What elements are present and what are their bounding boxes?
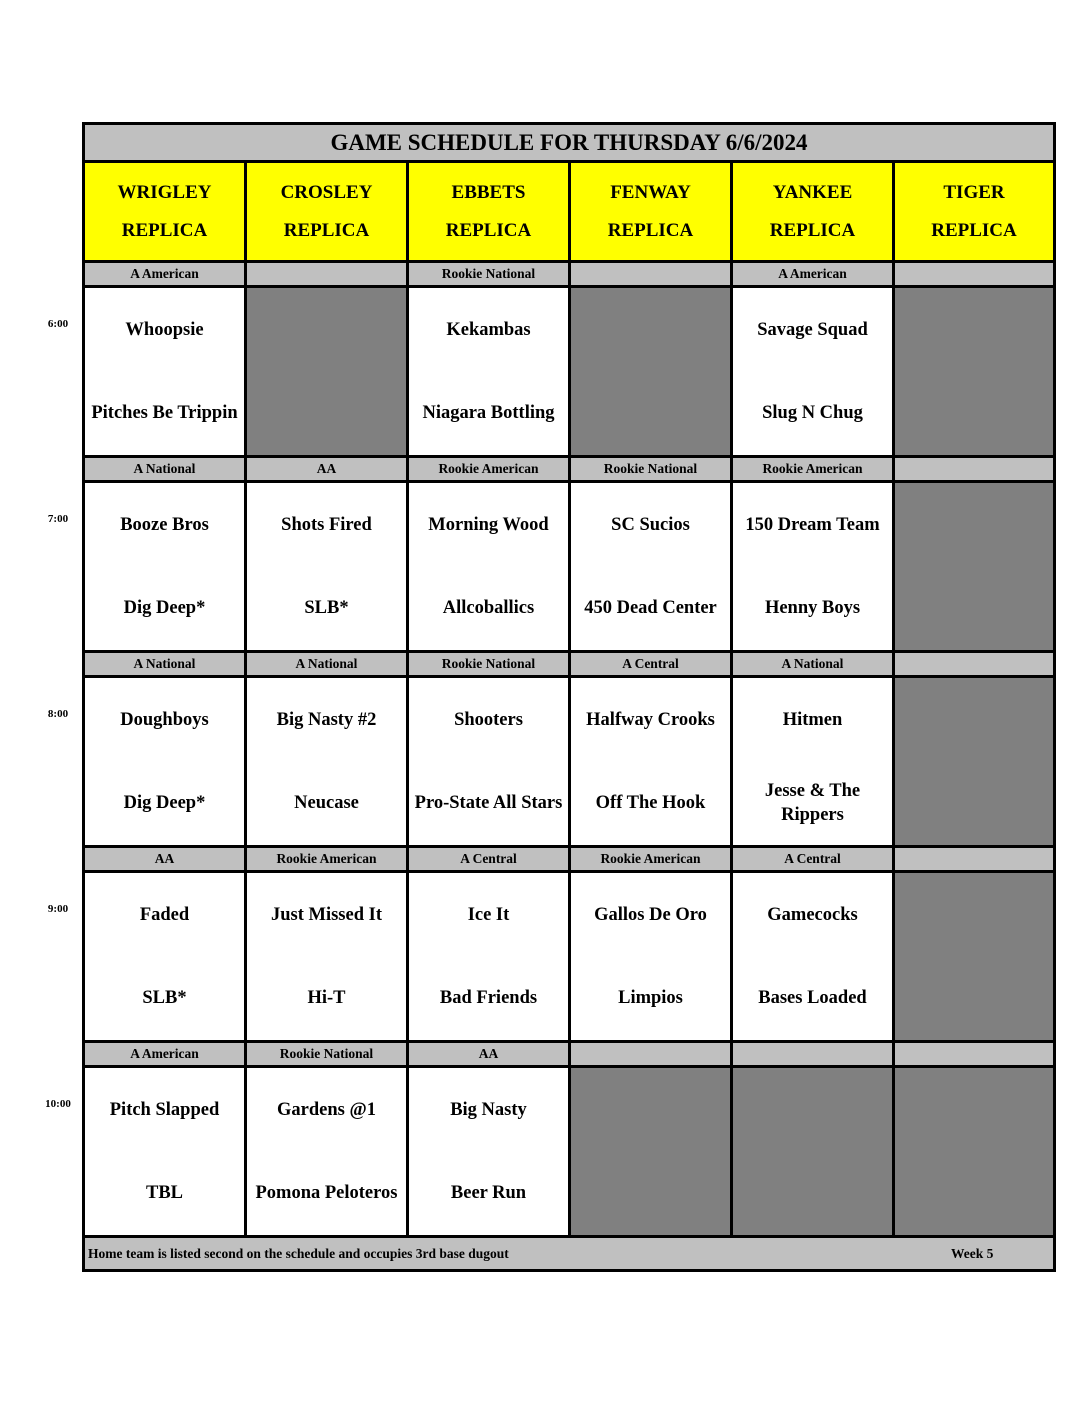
field-header-yankee bbox=[733, 163, 895, 260]
empty-slot bbox=[733, 1068, 895, 1235]
field-header-wrigley bbox=[85, 163, 247, 260]
division-label: A Central bbox=[409, 848, 571, 870]
home-team-note: Home team is listed second on the schedule and occupies 3rd base dugout bbox=[88, 1245, 509, 1261]
division-label: AA bbox=[247, 458, 409, 480]
home-team: Pro-State All Stars bbox=[414, 793, 563, 813]
home-team: Jesse & The Rippers bbox=[764, 781, 861, 825]
game-cell bbox=[409, 873, 571, 1040]
away-team: Gallos De Oro bbox=[594, 904, 707, 925]
division-label: A American bbox=[85, 1043, 247, 1065]
empty-slot bbox=[571, 288, 733, 455]
home-team: Beer Run bbox=[450, 1183, 527, 1203]
home-team: 450 Dead Center bbox=[584, 598, 717, 618]
home-team: TBL bbox=[145, 1183, 184, 1203]
field-name: YANKEE bbox=[772, 181, 853, 203]
time-label: 7:00 bbox=[47, 513, 69, 525]
division-row bbox=[85, 653, 1053, 678]
field-sub: REPLICA bbox=[931, 219, 1017, 241]
empty-slot bbox=[571, 1068, 733, 1235]
week-label: Week 5 bbox=[951, 1245, 994, 1261]
division-row bbox=[85, 848, 1053, 873]
away-team: Gardens @1 bbox=[277, 1099, 376, 1120]
division-label: Rookie American bbox=[571, 848, 733, 870]
away-team: Halfway Crooks bbox=[586, 709, 715, 730]
game-cell bbox=[571, 678, 733, 845]
game-cell bbox=[409, 288, 571, 455]
field-header-tiger bbox=[895, 163, 1053, 260]
division-label bbox=[895, 848, 1053, 870]
division-row bbox=[85, 458, 1053, 483]
game-cell bbox=[733, 873, 895, 1040]
game-cell bbox=[409, 678, 571, 845]
empty-slot bbox=[895, 873, 1053, 1040]
field-header-fenway bbox=[571, 163, 733, 260]
division-label bbox=[247, 263, 409, 285]
division-label: A National bbox=[85, 653, 247, 675]
division-label: A American bbox=[733, 263, 895, 285]
game-cell bbox=[733, 288, 895, 455]
game-cell bbox=[85, 483, 247, 650]
division-label: Rookie National bbox=[247, 1043, 409, 1065]
away-team: Shots Fired bbox=[281, 514, 372, 535]
away-team: 150 Dream Team bbox=[745, 514, 880, 535]
field-name: EBBETS bbox=[451, 181, 526, 203]
game-cell bbox=[571, 873, 733, 1040]
field-name: FENWAY bbox=[610, 181, 691, 203]
game-cell bbox=[85, 1068, 247, 1235]
away-team: Pitch Slapped bbox=[109, 1099, 220, 1120]
home-team: Slug N Chug bbox=[762, 403, 863, 423]
field-header-row bbox=[85, 163, 1053, 263]
home-team: Pitches Be Trippin bbox=[91, 403, 238, 423]
game-cell bbox=[247, 873, 409, 1040]
division-label: Rookie American bbox=[409, 458, 571, 480]
away-team: Morning Wood bbox=[428, 514, 549, 535]
schedule-title: GAME SCHEDULE FOR THURSDAY 6/6/2024 bbox=[85, 125, 1053, 163]
division-label bbox=[895, 263, 1053, 285]
away-team: Ice It bbox=[467, 904, 510, 925]
away-team: Big Nasty #2 bbox=[276, 709, 377, 730]
home-team: Dig Deep* bbox=[123, 793, 206, 813]
game-row bbox=[85, 678, 1053, 848]
time-label: 10:00 bbox=[45, 1098, 71, 1110]
division-label bbox=[895, 1043, 1053, 1065]
time-label: 9:00 bbox=[47, 903, 69, 915]
division-label: A National bbox=[733, 653, 895, 675]
game-cell bbox=[85, 288, 247, 455]
away-team: Faded bbox=[139, 904, 190, 925]
empty-slot bbox=[895, 288, 1053, 455]
field-sub: REPLICA bbox=[121, 219, 208, 241]
game-row bbox=[85, 873, 1053, 1043]
field-header-crosley bbox=[247, 163, 409, 260]
division-label: A Central bbox=[733, 848, 895, 870]
away-team: Savage Squad bbox=[757, 319, 868, 340]
game-row bbox=[85, 1068, 1053, 1238]
game-cell bbox=[571, 483, 733, 650]
schedule-footer bbox=[85, 1238, 1053, 1269]
division-label: Rookie American bbox=[733, 458, 895, 480]
game-row bbox=[85, 483, 1053, 653]
division-label: AA bbox=[85, 848, 247, 870]
home-team: Hi-T bbox=[307, 988, 346, 1008]
home-team: Allcoballics bbox=[442, 598, 535, 618]
game-cell bbox=[409, 1068, 571, 1235]
division-label: AA bbox=[409, 1043, 571, 1065]
division-label bbox=[895, 458, 1053, 480]
game-cell bbox=[247, 678, 409, 845]
empty-slot bbox=[247, 288, 409, 455]
home-team: Neucase bbox=[294, 793, 359, 813]
away-team: Doughboys bbox=[120, 709, 209, 730]
field-name: WRIGLEY bbox=[117, 181, 212, 203]
division-label bbox=[571, 1043, 733, 1065]
away-team: Kekambas bbox=[446, 319, 531, 340]
game-cell bbox=[85, 873, 247, 1040]
game-cell bbox=[733, 678, 895, 845]
field-name: TIGER bbox=[943, 181, 1005, 203]
home-team: Niagara Bottling bbox=[422, 403, 555, 423]
time-label: 6:00 bbox=[47, 318, 69, 330]
field-sub: REPLICA bbox=[445, 219, 532, 241]
game-cell bbox=[85, 678, 247, 845]
empty-slot bbox=[895, 483, 1053, 650]
division-row bbox=[85, 263, 1053, 288]
field-name: CROSLEY bbox=[280, 181, 373, 203]
game-cell bbox=[247, 483, 409, 650]
home-team: Pomona Peloteros bbox=[255, 1183, 398, 1203]
home-team: Bases Loaded bbox=[758, 988, 867, 1008]
division-label: A National bbox=[85, 458, 247, 480]
division-label: Rookie American bbox=[247, 848, 409, 870]
time-label: 8:00 bbox=[47, 708, 69, 720]
field-sub: REPLICA bbox=[607, 219, 694, 241]
division-label: A Central bbox=[571, 653, 733, 675]
division-label: Rookie National bbox=[409, 653, 571, 675]
time-slots bbox=[85, 263, 1053, 1238]
away-team: Booze Bros bbox=[120, 514, 209, 535]
away-team: Shooters bbox=[454, 709, 523, 730]
field-header-ebbets bbox=[409, 163, 571, 260]
away-team: SC Sucios bbox=[611, 514, 690, 535]
away-team: Hitmen bbox=[782, 709, 843, 730]
field-sub: REPLICA bbox=[283, 219, 370, 241]
game-cell bbox=[247, 1068, 409, 1235]
division-label: A American bbox=[85, 263, 247, 285]
home-team: Off The Hook bbox=[595, 793, 706, 813]
division-label bbox=[895, 653, 1053, 675]
division-label bbox=[733, 1043, 895, 1065]
schedule-sheet bbox=[82, 122, 1056, 1272]
game-cell bbox=[733, 483, 895, 650]
away-team: Just Missed It bbox=[270, 904, 382, 925]
away-team: Gamecocks bbox=[767, 904, 858, 925]
game-cell bbox=[409, 483, 571, 650]
game-row bbox=[85, 288, 1053, 458]
home-team: Limpios bbox=[618, 988, 683, 1008]
empty-slot bbox=[895, 678, 1053, 845]
division-label: Rookie National bbox=[409, 263, 571, 285]
division-row bbox=[85, 1043, 1053, 1068]
home-team: Bad Friends bbox=[439, 988, 538, 1008]
home-team: SLB* bbox=[304, 598, 349, 618]
away-team: Big Nasty bbox=[450, 1099, 527, 1120]
division-label bbox=[571, 263, 733, 285]
division-label: Rookie National bbox=[571, 458, 733, 480]
home-team: Henny Boys bbox=[764, 598, 861, 618]
field-sub: REPLICA bbox=[769, 219, 856, 241]
home-team: SLB* bbox=[142, 988, 187, 1008]
away-team: Whoopsie bbox=[125, 319, 204, 340]
home-team: Dig Deep* bbox=[123, 598, 206, 618]
empty-slot bbox=[895, 1068, 1053, 1235]
division-label: A National bbox=[247, 653, 409, 675]
